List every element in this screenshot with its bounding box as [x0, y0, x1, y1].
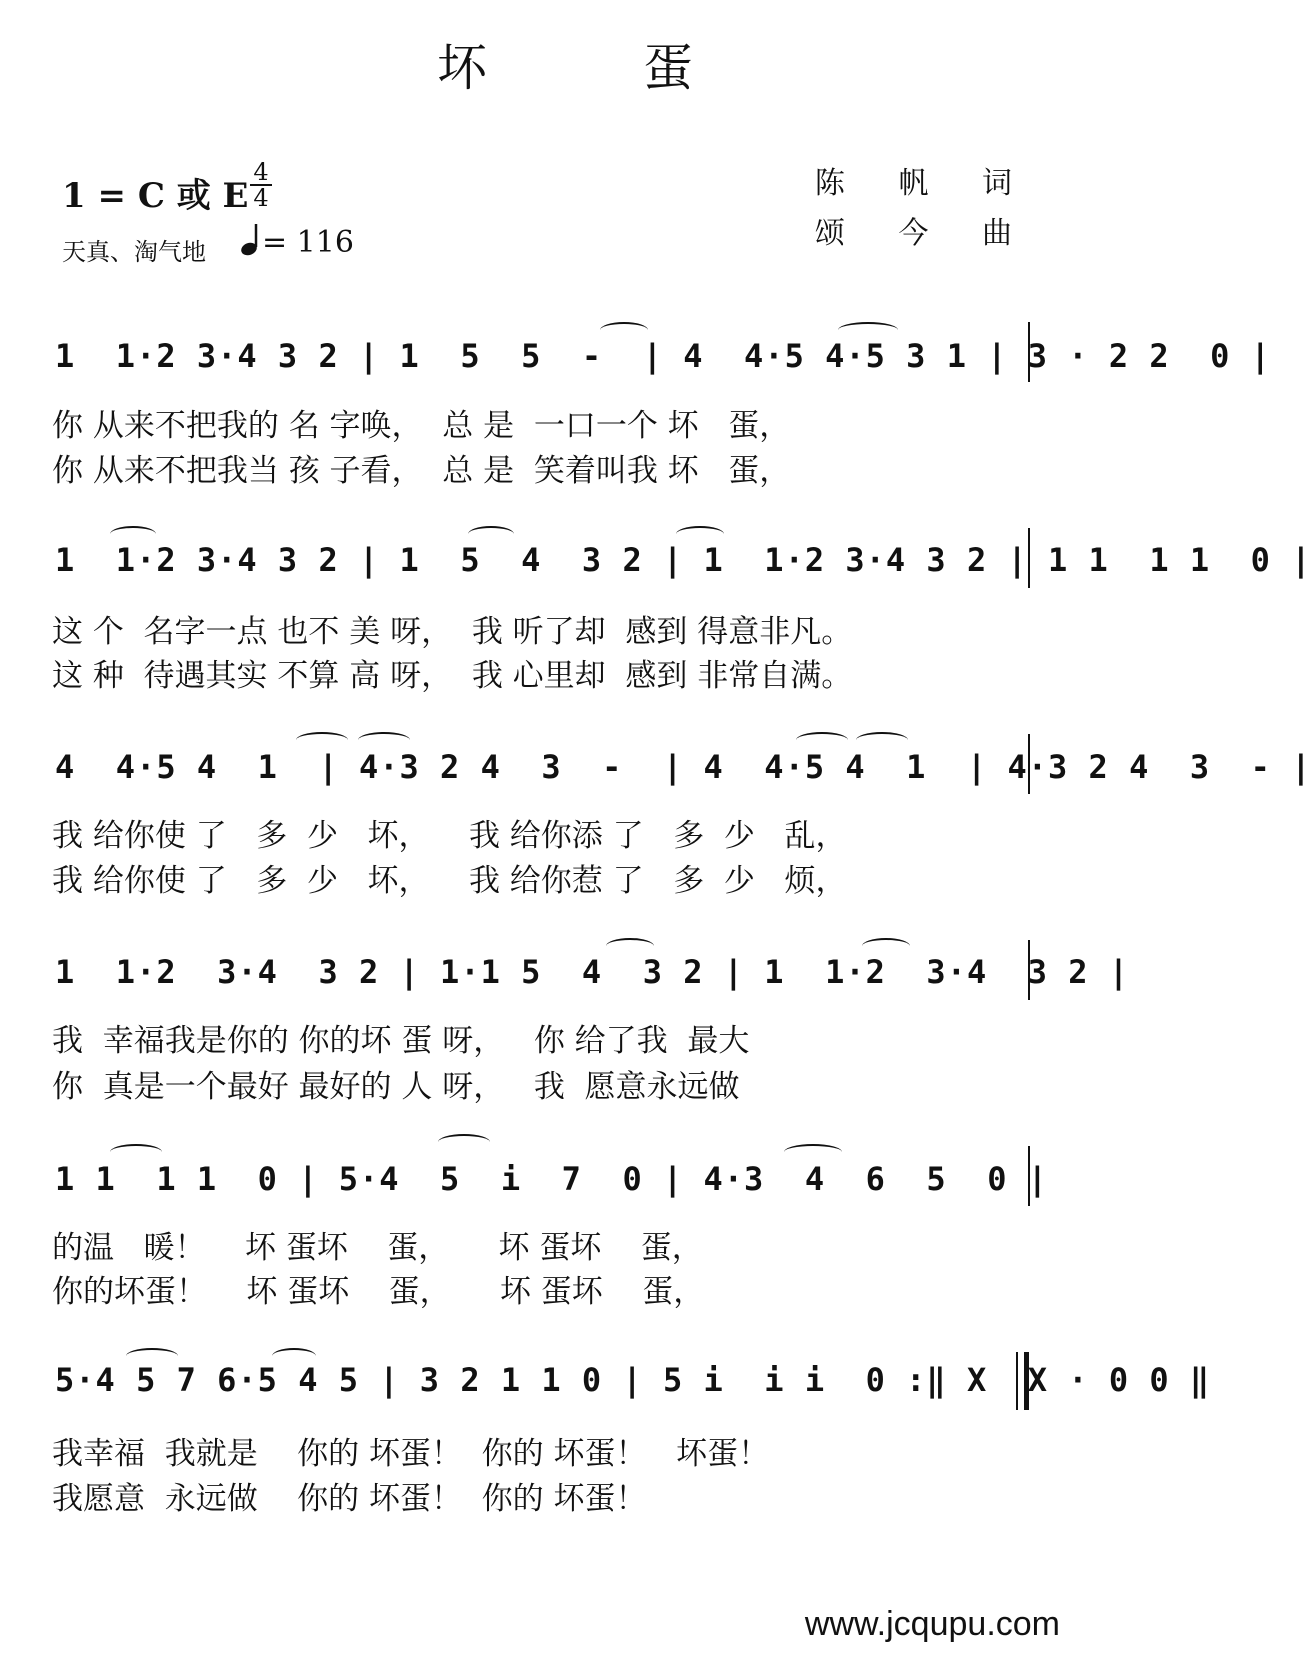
- slur-mark: [296, 732, 348, 748]
- key-signature: 1 = C 或 E: [62, 176, 249, 216]
- system-end-barline: [1028, 528, 1030, 588]
- slur-mark: [110, 1144, 162, 1160]
- score-line-2: 1 1·2 3·4 3 2 | 1 5 4 3 2 | 1 1·2 3·4 3 2 | 1 1 1 1 0 |: [55, 541, 1311, 579]
- system-end-barline: [1028, 734, 1030, 794]
- slur-mark: [600, 322, 648, 338]
- lyric-line-3-verse-2: 我 给你使 了 多 少 坏， 我 给你惹 了 多 少 烦，: [52, 863, 847, 899]
- slur-mark: [862, 938, 910, 954]
- slur-mark: [606, 938, 654, 954]
- time-signature-bottom: 4: [253, 184, 269, 212]
- slur-mark: [110, 526, 156, 542]
- final-barline: [1016, 1352, 1018, 1410]
- lyric-line-4-verse-1: 我 幸福我是你的 你的坏 蛋 呀， 你 给了我 最大: [52, 1023, 750, 1059]
- lyricist-credit: 陈 帆 词: [814, 166, 1034, 201]
- lyric-line-5-verse-2: 你的坏蛋！ 坏 蛋坏 蛋， 坏 蛋坏 蛋，: [52, 1274, 705, 1310]
- score-line-1: 1 1·2 3·4 3 2 | 1 5 5 - | 4 4·5 4·5 3 1 | 3 · 2 2 0 |: [55, 337, 1271, 375]
- tempo-marking: [240, 222, 354, 260]
- lyric-line-1-verse-2: 你 从来不把我当 孩 子看， 总 是 笑着叫我 坏 蛋，: [52, 453, 791, 489]
- slur-mark: [676, 526, 724, 542]
- lyric-line-6-verse-2: 我愿意 永远做 你的 坏蛋！ 你的 坏蛋！: [52, 1481, 647, 1517]
- system-end-barline: [1028, 1146, 1030, 1206]
- score-line-4: 1 1·2 3·4 3 2 | 1·1 5 4 3 2 | 1 1·2 3·4 3 2 |: [55, 953, 1130, 991]
- tempo-value: = 116: [262, 225, 354, 260]
- song-title: 坏 蛋: [437, 39, 763, 97]
- slur-mark: [784, 1144, 842, 1160]
- score-line-5: 1 1 1 1 0 | 5·4 5 i 7 0 | 4·3 4 6 5 0 |: [55, 1160, 1049, 1198]
- slur-mark: [272, 1348, 316, 1364]
- lyric-line-2-verse-2: 这 种 待遇其实 不算 高 呀， 我 心里却 感到 非常自满。: [52, 658, 853, 694]
- slur-mark: [856, 732, 908, 748]
- lyric-line-5-verse-1: 的温 暖！ 坏 蛋坏 蛋， 坏 蛋坏 蛋，: [52, 1230, 703, 1266]
- website-watermark: www.jcqupu.com: [804, 1605, 1060, 1643]
- quarter-note-icon: [240, 222, 262, 256]
- slur-mark: [468, 526, 514, 542]
- slur-mark: [358, 732, 410, 748]
- lyric-line-3-verse-1: 我 给你使 了 多 少 坏， 我 给你添 了 多 少 乱，: [52, 818, 847, 854]
- time-signature-top: 4: [253, 158, 269, 186]
- slur-mark: [438, 1134, 490, 1150]
- slur-mark: [796, 732, 848, 748]
- score-line-3: 4 4·5 4 1 | 4·3 2 4 3 - | 4 4·5 4 1 | 4·3 2 4 3 - |: [55, 748, 1311, 786]
- system-end-barline: [1028, 322, 1030, 382]
- lyric-line-2-verse-1: 这 个 名字一点 也不 美 呀， 我 听了却 感到 得意非凡。: [52, 614, 853, 650]
- mood-marking: 天真、淘气地: [62, 238, 206, 266]
- slur-mark: [838, 322, 898, 338]
- score-line-6: 5·4 5 7 6·5 4 5 | 3 2 1 1 0 | 5 i i i 0 :‖ X X · 0 0 ‖: [55, 1361, 1211, 1399]
- time-signature: [248, 160, 274, 210]
- system-end-barline: [1028, 940, 1030, 1000]
- lyric-line-1-verse-1: 你 从来不把我的 名 字唤， 总 是 一口一个 坏 蛋，: [52, 408, 791, 444]
- composer-credit: 颂 今 曲: [814, 216, 1034, 251]
- lyric-line-6-verse-1: 我幸福 我就是 你的 坏蛋！ 你的 坏蛋！ 坏蛋！: [52, 1436, 770, 1472]
- slur-mark: [126, 1348, 178, 1364]
- final-barline-thick: [1024, 1352, 1029, 1410]
- lyric-line-4-verse-2: 你 真是一个最好 最好的 人 呀， 我 愿意永远做: [52, 1069, 740, 1105]
